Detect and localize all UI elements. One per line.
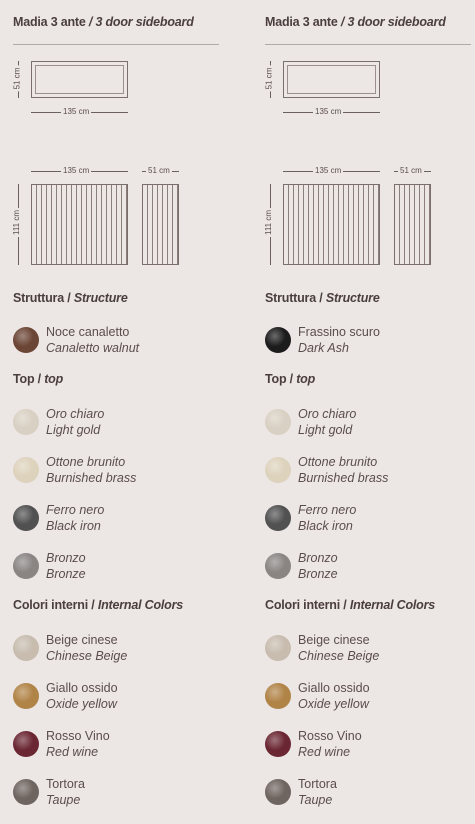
interior-heading-en: Internal Colors [349, 598, 436, 612]
finish-option [265, 777, 475, 811]
sideboard-column-dark-ash [265, 0, 475, 824]
interior-heading-en: Internal Colors [97, 598, 184, 612]
dimension-drawings [265, 0, 475, 280]
swatch-circle [13, 731, 39, 757]
finish-name-it: Beige cinese [298, 633, 370, 647]
swatch-circle [265, 779, 291, 805]
finish-name-en: Taupe [298, 793, 333, 807]
finish-name-en: Red wine [46, 745, 99, 759]
sideboard-column-walnut [13, 0, 233, 824]
finish-option [13, 551, 233, 585]
finish-name-it: Bronzo [298, 551, 338, 565]
finish-name-it: Giallo ossido [298, 681, 370, 695]
finish-option [13, 681, 233, 715]
finish-name-en: Light gold [298, 423, 353, 437]
title-separator: / [337, 15, 348, 29]
interior-heading-separator: / [339, 598, 350, 612]
finish-name-it: Rosso Vino [46, 729, 110, 743]
finish-option [265, 503, 475, 537]
finish-name-it: Ferro nero [298, 503, 357, 517]
finish-name-it: Oro chiaro [46, 407, 105, 421]
dim-label-side-depth: 51 cm [148, 166, 170, 175]
structure-heading-en: Structure [325, 291, 380, 305]
side-view-drawing [394, 184, 431, 265]
finish-name-en: Black iron [298, 519, 353, 533]
front-view-drawing [31, 184, 128, 265]
interior-heading-separator: / [87, 598, 98, 612]
swatch-circle [13, 409, 39, 435]
finish-option [13, 503, 233, 537]
finish-option [265, 407, 475, 441]
side-view-drawing [142, 184, 179, 265]
swatch-circle [265, 635, 291, 661]
finish-option [265, 729, 475, 763]
dim-label-height: 111 cm [12, 209, 22, 236]
structure-heading-separator: / [63, 291, 74, 305]
finish-option [265, 551, 475, 585]
title-it: Madia 3 ante [13, 15, 86, 29]
dim-label-top-width: 135 cm [63, 107, 90, 116]
dim-label-top-depth: 51 cm [12, 67, 22, 90]
top-view-drawing [283, 61, 380, 98]
top-heading-en: top [296, 372, 316, 386]
finish-name-en: Light gold [46, 423, 101, 437]
top-view-drawing [31, 61, 128, 98]
finish-name-it: Noce canaletto [46, 325, 130, 339]
finish-name-en: Red wine [298, 745, 351, 759]
finish-name-en: Black iron [46, 519, 101, 533]
finish-name-en: Chinese Beige [298, 649, 380, 663]
dim-label-height: 111 cm [264, 209, 274, 236]
dim-label-top-width: 135 cm [315, 107, 342, 116]
finish-option [13, 777, 233, 811]
top-heading-separator: / [34, 372, 45, 386]
swatch-circle [13, 553, 39, 579]
finish-option [13, 325, 233, 359]
interior-colors-heading [265, 598, 435, 612]
title-en: 3 door sideboard [347, 15, 446, 29]
finish-option [265, 681, 475, 715]
dim-label-front-width: 135 cm [315, 166, 342, 175]
finish-name-it: Ottone brunito [298, 455, 378, 469]
finish-name-it: Ferro nero [46, 503, 105, 517]
title-separator: / [85, 15, 96, 29]
top-heading-en: top [44, 372, 64, 386]
swatch-circle [13, 327, 39, 353]
top-heading [13, 372, 63, 386]
finish-name-it: Frassino scuro [298, 325, 380, 339]
finish-name-en: Burnished brass [298, 471, 389, 485]
dimension-drawings [13, 0, 233, 280]
interior-colors-heading [13, 598, 183, 612]
swatch-circle [13, 635, 39, 661]
finish-option [265, 455, 475, 489]
swatch-circle [13, 683, 39, 709]
swatch-circle [265, 505, 291, 531]
finish-option [13, 407, 233, 441]
finish-option [13, 633, 233, 667]
finish-name-en: Dark Ash [298, 341, 349, 355]
interior-heading-it: Colori interni [13, 598, 88, 612]
top-heading-it: Top [265, 372, 287, 386]
swatch-circle [265, 457, 291, 483]
dim-label-top-depth: 51 cm [264, 67, 274, 90]
finish-name-en: Bronze [46, 567, 86, 581]
interior-heading-it: Colori interni [265, 598, 340, 612]
finish-option [265, 325, 475, 359]
dim-label-front-width: 135 cm [63, 166, 90, 175]
swatch-circle [265, 683, 291, 709]
swatch-circle [265, 553, 291, 579]
swatch-circle [265, 409, 291, 435]
structure-heading-en: Structure [73, 291, 128, 305]
finish-name-it: Oro chiaro [298, 407, 357, 421]
dim-label-side-depth: 51 cm [400, 166, 422, 175]
structure-heading-separator: / [315, 291, 326, 305]
finish-name-it: Rosso Vino [298, 729, 362, 743]
swatch-circle [13, 505, 39, 531]
finish-name-it: Bronzo [46, 551, 86, 565]
structure-heading-it: Struttura [265, 291, 316, 305]
finish-option [13, 729, 233, 763]
finish-name-en: Chinese Beige [46, 649, 128, 663]
front-view-drawing [283, 184, 380, 265]
structure-heading [265, 291, 380, 305]
finish-name-en: Bronze [298, 567, 338, 581]
finish-name-en: Burnished brass [46, 471, 137, 485]
structure-heading [13, 291, 128, 305]
top-heading [265, 372, 315, 386]
finish-name-en: Oxide yellow [298, 697, 369, 711]
finish-name-en: Canaletto walnut [46, 341, 140, 355]
finish-option [13, 455, 233, 489]
finish-name-en: Taupe [46, 793, 81, 807]
top-heading-separator: / [286, 372, 297, 386]
finish-name-it: Giallo ossido [46, 681, 118, 695]
finish-name-en: Oxide yellow [46, 697, 117, 711]
finish-name-it: Beige cinese [46, 633, 118, 647]
title-it: Madia 3 ante [265, 15, 338, 29]
finish-name-it: Ottone brunito [46, 455, 126, 469]
structure-heading-it: Struttura [13, 291, 64, 305]
swatch-circle [265, 731, 291, 757]
swatch-circle [13, 779, 39, 805]
finish-name-it: Tortora [298, 777, 337, 791]
top-heading-it: Top [13, 372, 35, 386]
title-en: 3 door sideboard [95, 15, 194, 29]
finish-name-it: Tortora [46, 777, 85, 791]
finish-option [265, 633, 475, 667]
swatch-circle [13, 457, 39, 483]
swatch-circle [265, 327, 291, 353]
